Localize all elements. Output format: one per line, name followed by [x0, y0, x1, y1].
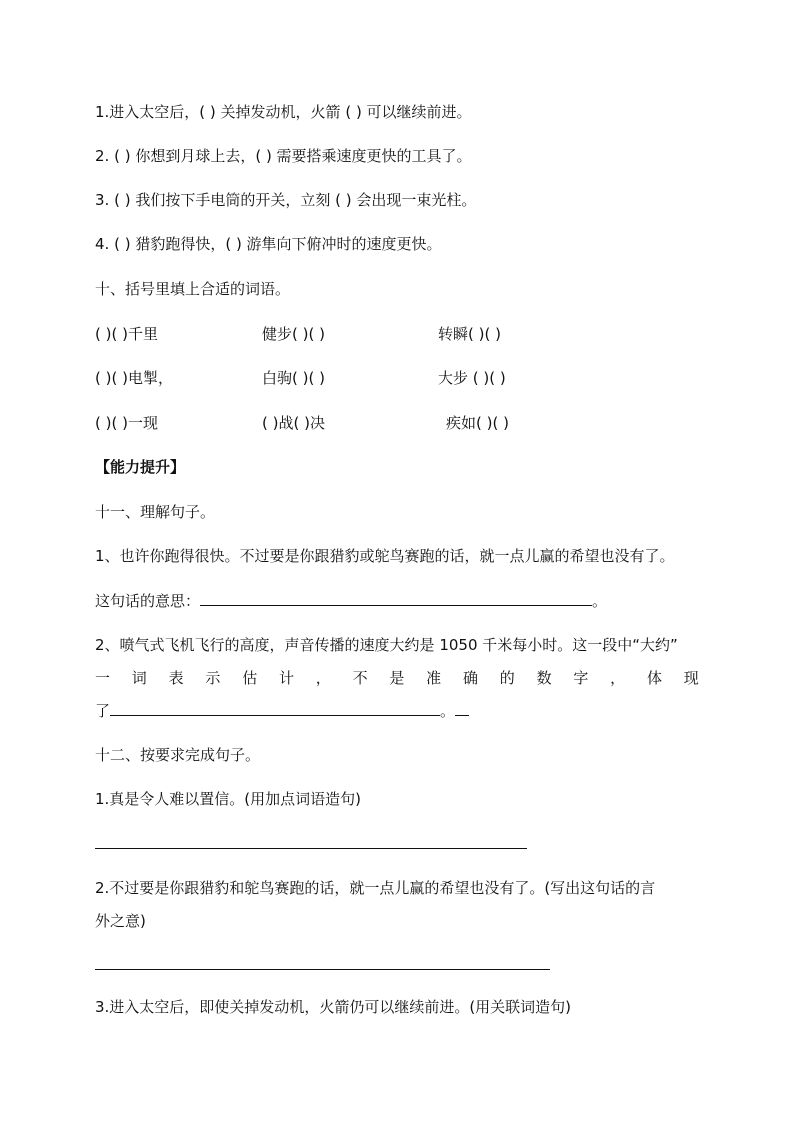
- idiom-cell: ( )战( )决: [262, 414, 325, 432]
- idiom-cell: 疾如( )( ): [446, 414, 509, 432]
- justified-char: 字: [573, 669, 589, 687]
- section-11-question-2: 2、喷气式飞机飞行的高度，声音传播的速度大约是 1050 千米每小时。这一段中“大约”: [95, 636, 678, 654]
- fill-question-4: 4. ( ) 猎豹跑得快，( ) 游隼向下俯冲时的速度更快。: [95, 235, 442, 253]
- justified-char: 准: [426, 669, 442, 687]
- justified-char: 词: [131, 669, 147, 687]
- justified-char: 体: [646, 669, 662, 687]
- section-12-question-2-line-1: 2.不过要是你跟猎豹和鸵鸟赛跑的话，就一点儿赢的希望也没有了。(写出这句话的言: [95, 879, 656, 897]
- fill-question-1: 1.进入太空后，( ) 关掉发动机，火箭 ( ) 可以继续前进。: [95, 103, 472, 121]
- justified-char: 估: [242, 669, 258, 687]
- idiom-cell: 健步( )( ): [262, 325, 325, 343]
- justified-char: 计: [278, 669, 294, 687]
- section-11-question-1: 1、也许你跑得很快。不过要是你跟猎豹或鸵鸟赛跑的话，就一点儿赢的希望也没有了。: [95, 547, 675, 565]
- justified-char: 示: [205, 669, 221, 687]
- section-12-question-2-line-2: 外之意): [95, 912, 146, 930]
- idiom-cell: ( )( )千里: [95, 325, 158, 343]
- answer-suffix: 。: [440, 702, 456, 720]
- idiom-cell: 大步 ( )( ): [438, 369, 506, 387]
- question-2-answer-blank[interactable]: [110, 701, 440, 716]
- meaning-answer-line: [95, 591, 607, 611]
- section-10-title: 十、括号里填上合适的词语。: [95, 280, 291, 298]
- justified-char: 表: [168, 669, 184, 687]
- justified-char: ，: [610, 669, 626, 687]
- justified-char: 一: [95, 669, 111, 687]
- justified-char: 数: [536, 669, 552, 687]
- idiom-cell: ( )( )一现: [95, 414, 158, 432]
- justified-char: 是: [389, 669, 405, 687]
- question-2-justified-line: [95, 668, 699, 688]
- section-12-question-1: 1.真是令人难以置信。(用加点词语造句): [95, 790, 362, 808]
- idiom-cell: 白驹( )( ): [262, 369, 325, 387]
- idiom-cell: 转瞬( )( ): [438, 325, 501, 343]
- section-12-question-3: 3.进入太空后，即使关掉发动机，火箭仍可以继续前进。(用关联词造句): [95, 998, 572, 1016]
- answer-blank-line[interactable]: [95, 969, 550, 970]
- meaning-answer-blank[interactable]: [200, 591, 592, 606]
- ability-title: 【能力提升】: [95, 458, 186, 476]
- idiom-cell: ( )( )电掣，: [95, 369, 173, 387]
- fill-question-3: 3. ( ) 我们按下手电筒的开关，立刻 ( ) 会出现一束光柱。: [95, 191, 477, 209]
- fill-question-2: 2. ( ) 你想到月球上去，( ) 需要搭乘速度更快的工具了。: [95, 147, 472, 165]
- section-11-title: 十一、理解句子。: [95, 503, 216, 521]
- justified-char: 现: [683, 669, 699, 687]
- justified-char: 不: [352, 669, 368, 687]
- justified-char: ，: [315, 669, 331, 687]
- answer-prefix: 了: [95, 702, 111, 720]
- justified-char: 的: [499, 669, 515, 687]
- justified-char: 确: [462, 669, 478, 687]
- meaning-prefix: 这句话的意思：: [95, 592, 201, 610]
- question-2-answer-line: [95, 701, 469, 721]
- meaning-suffix: 。: [592, 592, 608, 610]
- answer-blank-line[interactable]: [95, 848, 527, 849]
- trailing-underline: [455, 701, 469, 716]
- section-12-title: 十二、按要求完成句子。: [95, 746, 261, 764]
